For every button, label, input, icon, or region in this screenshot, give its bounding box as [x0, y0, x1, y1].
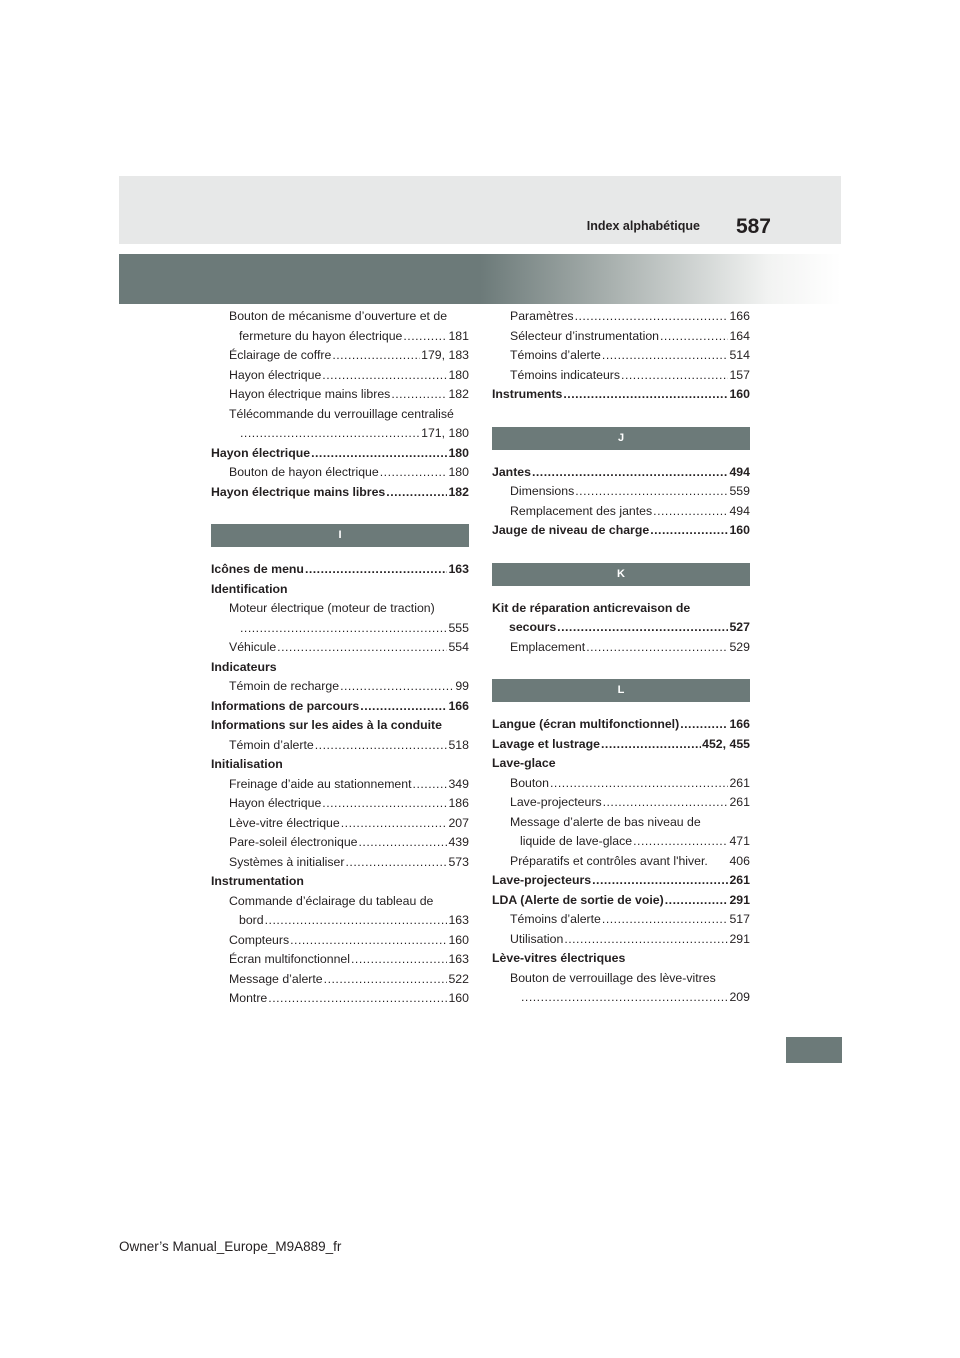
leader-dots — [386, 483, 447, 503]
thumb-index-tab — [786, 1037, 842, 1063]
index-subentry — [211, 794, 469, 814]
entry-term: Informations de parcours — [211, 698, 360, 713]
entry-pages: 471 — [729, 834, 750, 848]
leader-dots — [346, 853, 448, 873]
index-entry: Initialisation — [211, 757, 283, 771]
entry-pages: 554 — [448, 640, 469, 654]
leader-dots — [290, 931, 447, 951]
leader-dots — [575, 307, 729, 327]
entry-pages: 209 — [729, 990, 750, 1004]
leader-dots — [359, 833, 448, 853]
entry-pages: 160 — [448, 991, 469, 1005]
index-entry — [211, 444, 469, 464]
entry-term: Jauge de niveau de charge — [492, 523, 650, 537]
index-entry — [492, 715, 750, 735]
leader-dots — [240, 424, 420, 444]
leader-dots — [403, 327, 447, 347]
entry-pages: 179, 183 — [421, 348, 469, 362]
index-subentry — [211, 814, 469, 834]
index-subentry — [492, 852, 750, 872]
leader-dots — [592, 871, 728, 891]
entry-pages: 164 — [729, 328, 750, 343]
index-entry: Lève-vitres électriques — [492, 951, 626, 965]
entry-pages: 494 — [729, 464, 750, 479]
index-subentry — [492, 502, 750, 522]
entry-term: Hayon électrique — [229, 367, 322, 382]
entry-term: Jantes — [492, 464, 531, 479]
index-column-left — [211, 307, 469, 1009]
entry-pages: 186 — [448, 796, 469, 810]
index-subentry — [492, 366, 750, 386]
leader-dots — [277, 638, 447, 658]
index-subentry — [492, 832, 750, 852]
entry-term: Hayon électrique mains libres — [211, 484, 386, 499]
leader-dots — [550, 774, 728, 794]
leader-dots — [311, 444, 447, 464]
entry-pages: 181 — [448, 328, 469, 343]
entry-term: Hayon électrique — [211, 445, 311, 460]
letter-heading: I — [211, 524, 469, 547]
index-column-right — [492, 307, 750, 1008]
index-entry: Indicateurs — [211, 659, 277, 674]
entry-term: Témoins d’alerte — [510, 348, 601, 362]
leader-dots — [563, 385, 728, 405]
entry-term: Bouton de hayon électrique — [229, 465, 379, 479]
entry-term: Emplacement — [510, 639, 586, 654]
leader-dots — [315, 736, 448, 756]
leader-dots — [564, 930, 728, 950]
index-subentry — [211, 677, 469, 697]
index-subentry — [492, 910, 750, 930]
entry-term: Véhicule — [229, 640, 277, 654]
header-band — [119, 176, 841, 244]
entry-term: Lave-projecteurs — [492, 873, 592, 887]
entry-term: fermeture du hayon électrique — [239, 328, 403, 343]
entry-pages: 555 — [448, 620, 469, 635]
entry-pages: 349 — [448, 776, 469, 791]
index-subentry — [211, 950, 469, 970]
entry-pages: 261 — [729, 873, 750, 887]
leader-dots — [305, 560, 448, 580]
leader-dots — [601, 735, 701, 755]
leader-dots — [240, 619, 447, 639]
index-subentry: Bouton de mécanisme d’ouverture et de — [229, 309, 448, 323]
index-subentry — [492, 482, 750, 502]
index-subentry — [492, 327, 750, 347]
leader-dots — [602, 910, 729, 930]
entry-pages: 99 — [455, 679, 469, 693]
entry-pages: 518 — [448, 737, 469, 752]
entry-pages: 166 — [448, 698, 469, 713]
entry-pages: 163 — [448, 952, 469, 966]
letter-heading: K — [492, 563, 750, 586]
index-entry — [492, 385, 750, 405]
letter-heading: J — [492, 427, 750, 450]
index-subentry — [211, 833, 469, 853]
leader-dots — [332, 346, 420, 366]
entry-term: Pare-soleil électronique — [229, 835, 358, 849]
entry-pages: 171, 180 — [421, 426, 469, 440]
index-entry: Kit de réparation anticrevaison de — [492, 600, 691, 615]
entry-pages: 559 — [729, 484, 750, 498]
entry-pages: 207 — [448, 815, 469, 830]
leader-dots — [532, 463, 729, 483]
index-subentry — [211, 775, 469, 795]
index-subentry: Message d’alerte de bas niveau de — [510, 814, 701, 829]
entry-term: Préparatifs et contrôles avant l'hiver. — [510, 853, 708, 868]
index-subentry — [211, 911, 469, 931]
entry-term: secours — [509, 620, 557, 634]
entry-term: Hayon électrique — [229, 796, 322, 810]
entry-term: Lève-vitre électrique — [229, 815, 340, 830]
index-subentry — [492, 793, 750, 813]
entry-pages: 406 — [729, 853, 750, 868]
index-entry — [492, 618, 750, 638]
entry-term: Témoin d’alerte — [229, 737, 314, 752]
leader-dots — [380, 463, 448, 483]
leader-dots — [621, 366, 728, 386]
entry-term: Utilisation — [510, 931, 564, 946]
leader-dots — [340, 677, 454, 697]
index-entry — [492, 521, 750, 541]
entry-term: Écran multifonctionnel — [229, 952, 350, 966]
leader-dots — [391, 385, 447, 405]
index-subentry — [211, 327, 469, 347]
entry-pages: 157 — [729, 367, 750, 382]
entry-pages: 166 — [729, 717, 750, 731]
entry-pages: 522 — [448, 971, 469, 986]
entry-pages: 163 — [448, 562, 469, 576]
leader-dots — [324, 970, 448, 990]
index-subentry — [211, 853, 469, 873]
leader-dots — [341, 814, 448, 834]
entry-term: Paramètres — [510, 309, 574, 323]
entry-pages: 529 — [729, 639, 750, 654]
index-subentry — [211, 346, 469, 366]
leader-dots — [575, 482, 728, 502]
index-entry — [211, 560, 469, 580]
entry-term: Icônes de menu — [211, 562, 304, 576]
index-subentry — [211, 638, 469, 658]
leader-dots — [265, 911, 448, 931]
section-title: Index alphabétique — [586, 219, 700, 233]
entry-pages: 180 — [448, 445, 469, 460]
entry-term: Systèmes à initialiser — [229, 854, 345, 869]
index-subentry — [211, 970, 469, 990]
leader-dots — [660, 327, 728, 347]
entry-pages: 160 — [448, 932, 469, 947]
index-subentry — [211, 463, 469, 483]
leader-dots — [322, 794, 447, 814]
entry-term: liquide de lave-glace — [520, 834, 633, 848]
entry-pages: 514 — [729, 348, 750, 362]
index-subentry — [492, 638, 750, 658]
entry-term: Message d’alerte — [229, 971, 323, 986]
entry-term: Lave-projecteurs — [510, 795, 602, 809]
index-subentry — [211, 424, 469, 444]
entry-pages: 180 — [448, 465, 469, 479]
index-entry: Lave-glace — [492, 756, 556, 770]
leader-dots — [557, 618, 728, 638]
leader-dots — [413, 775, 448, 795]
index-subentry: Télécommande du verrouillage centralisé — [229, 406, 454, 421]
index-entry — [211, 697, 469, 717]
entry-term: Témoin de recharge — [229, 679, 340, 693]
entry-term: Dimensions — [510, 484, 575, 498]
leader-dots — [665, 891, 729, 911]
entry-term: Témoins d’alerte — [510, 912, 601, 926]
entry-pages: 261 — [729, 775, 750, 790]
index-subentry — [211, 385, 469, 405]
index-entry — [211, 483, 469, 503]
leader-dots — [268, 989, 447, 1009]
entry-pages: 573 — [448, 854, 469, 869]
entry-pages: 291 — [729, 931, 750, 946]
entry-pages: 517 — [729, 912, 750, 926]
page-number: 587 — [735, 215, 771, 238]
entry-pages: 439 — [448, 835, 469, 849]
leader-dots — [653, 502, 728, 522]
entry-term: Montre — [229, 991, 268, 1005]
entry-term: Langue (écran multifonctionnel) — [492, 717, 680, 731]
index-subentry — [492, 307, 750, 327]
leader-dots — [680, 715, 728, 735]
entry-term: Freinage d’aide au stationnement — [229, 776, 412, 791]
index-subentry — [492, 774, 750, 794]
entry-term: LDA (Alerte de sortie de voie) — [492, 892, 664, 907]
leader-dots — [633, 832, 728, 852]
footer-text: Owner’s Manual_Europe_M9A889_fr — [119, 1239, 342, 1254]
leader-dots — [586, 638, 728, 658]
letter-heading: L — [492, 679, 750, 702]
index-subentry — [492, 346, 750, 366]
index-subentry — [211, 931, 469, 951]
leader-dots — [603, 793, 729, 813]
index-entry — [492, 871, 750, 891]
index-entry: Identification — [211, 581, 288, 596]
entry-term: Éclairage de coffre — [229, 348, 332, 362]
entry-pages: 163 — [448, 913, 469, 927]
index-subentry: Moteur électrique (moteur de traction) — [229, 601, 435, 615]
index-subentry — [211, 619, 469, 639]
leader-dots — [521, 988, 728, 1008]
entry-term: Compteurs — [229, 932, 290, 947]
entry-pages: 527 — [729, 620, 750, 634]
index-entry — [492, 463, 750, 483]
index-subentry — [211, 736, 469, 756]
entry-term: bord — [239, 913, 264, 927]
index-subentry — [211, 366, 469, 386]
entry-term: Lavage et lustrage — [492, 736, 600, 751]
decorative-gradient-bar — [119, 254, 841, 304]
index-subentry — [492, 930, 750, 950]
entry-term: Remplacement des jantes — [510, 503, 653, 518]
index-entry — [492, 891, 750, 911]
entry-pages: 160 — [729, 523, 750, 537]
index-subentry: Bouton de verrouillage des lève-vitres — [510, 970, 716, 985]
entry-term: Témoins indicateurs — [510, 367, 621, 382]
index-subentry — [492, 988, 750, 1008]
entry-term: Instruments — [492, 387, 563, 401]
entry-pages: 261 — [729, 795, 750, 809]
entry-pages: 291 — [729, 892, 750, 907]
leader-dots — [360, 697, 447, 717]
entry-pages: 160 — [729, 387, 750, 401]
index-entry: Instrumentation — [211, 874, 304, 888]
leader-dots — [322, 366, 447, 386]
entry-term: Hayon électrique mains libres — [229, 387, 391, 401]
entry-term: Bouton — [510, 775, 549, 790]
index-subentry: Commande d’éclairage du tableau de — [229, 893, 434, 908]
index-subentry — [211, 989, 469, 1009]
index-entry: Informations sur les aides à la conduite — [211, 718, 442, 732]
entry-pages: 494 — [729, 503, 750, 518]
entry-term: Sélecteur d’instrumentation — [510, 328, 660, 343]
entry-pages: 182 — [448, 484, 469, 499]
entry-pages: 182 — [448, 387, 469, 401]
leader-dots — [351, 950, 447, 970]
entry-pages: 452, 455 — [702, 736, 750, 751]
index-entry — [492, 735, 750, 755]
leader-dots — [650, 521, 728, 541]
entry-pages: 180 — [448, 367, 469, 382]
leader-dots — [602, 346, 729, 366]
entry-pages: 166 — [729, 309, 750, 323]
